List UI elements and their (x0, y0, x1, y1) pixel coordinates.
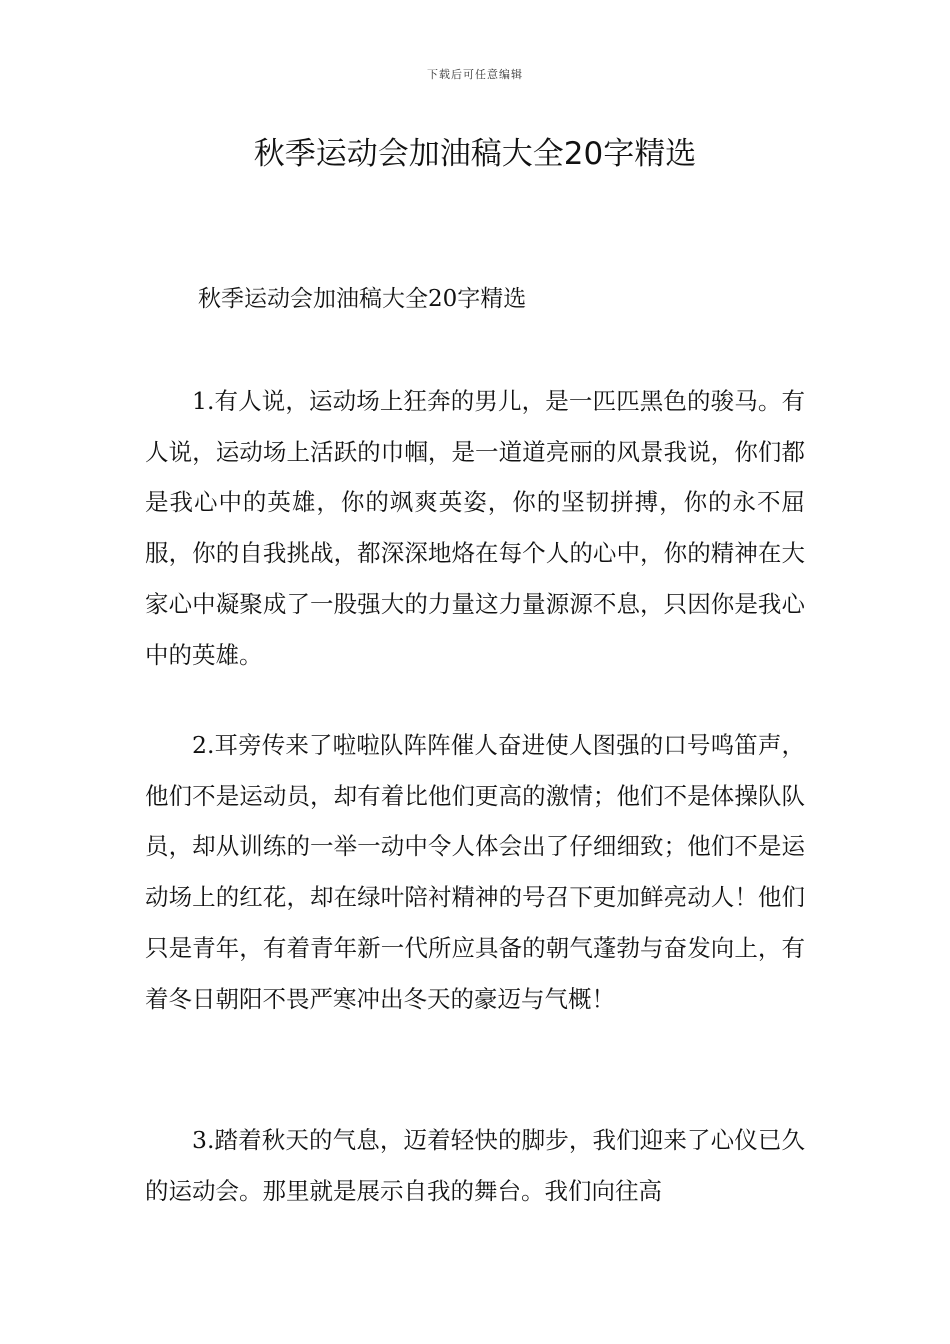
paragraph-3: 3.踏着秋天的气息，迈着轻快的脚步，我们迎来了心仪已久的运动会。那里就是展示自我的舞台。我们向往高 (145, 1126, 805, 1205)
document-subtitle: 秋季运动会加油稿大全20字精选 (198, 286, 527, 312)
paragraph-2: 2.耳旁传来了啦啦队阵阵催人奋进使人图强的口号鸣笛声，他们不是运动员，却有着比他们更高的激情；他们不是体操队队员，却从训练的一举一动中令人体会出了仔细细致；他们不是运动场上的红花，却在绿叶陪衬精神的号召下更加鲜亮动人！他们只是青年，有着青年新一代所应具备的朝气蓬勃与奋发向上，有着冬日朝阳不畏严寒冲出冬天的豪迈与气概！ (145, 731, 805, 1013)
paragraph-1: 1.有人说，运动场上狂奔的男儿，是一匹匹黑色的骏马。有人说，运动场上活跃的巾帼，是一道道亮丽的风景我说，你们都是我心中的英雄，你的飒爽英姿，你的坚韧拼搏，你的永不屈服，你的自我挑战，都深深地烙在每个人的心中，你的精神在大家心中凝聚成了一股强大的力量这力量源源不息，只因你是我心中的英雄。 (145, 387, 805, 669)
document-title: 秋季运动会加油稿大全20字精选 (253, 136, 697, 172)
header-note: 下载后可任意编辑 (427, 68, 523, 81)
